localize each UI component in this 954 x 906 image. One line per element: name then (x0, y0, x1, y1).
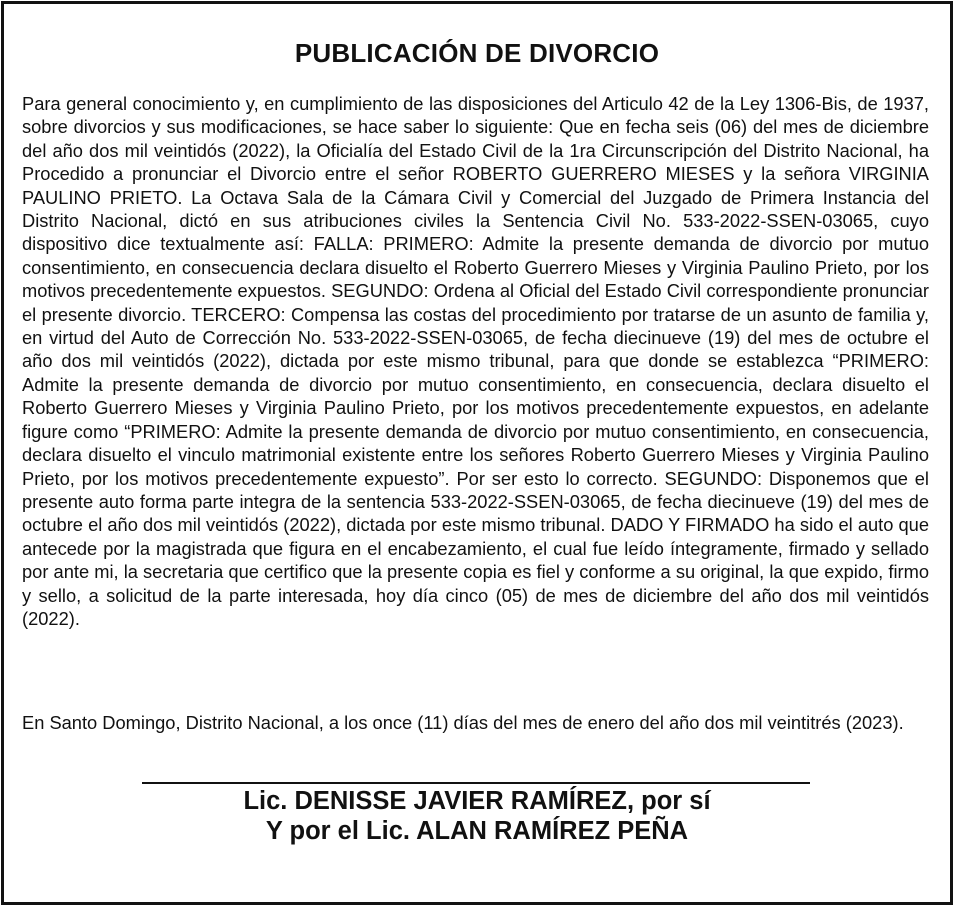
notice-closing-paragraph: En Santo Domingo, Distrito Nacional, a los once (11) días del mes de enero del año dos mil veintitrés (2023). (22, 712, 904, 733)
notice-body-paragraph: Para general conocimiento y, en cumplimiento de las disposiciones del Articulo 42 de la Ley 1306-Bis, de 1937, sobre divorcios y sus modificaciones, se hace saber lo siguiente: Que en fecha seis (06) del mes de diciembre del año dos mil veintidós (2022), la Oficialía del Estado Civil de la 1ra Circunscripción del Distrito Nacional, ha Procedido a pronunciar el Divorcio entre el señor ROBERTO GUERRERO MIESES y la señora VIRGINIA PAULINO PRIETO. La Octava Sala de la Cámara Civil y Comercial del Juzgado de Primera Instancia del Distrito Nacional, dictó en sus atribuciones civiles la Sentencia Civil No. 533-2022-SSEN-03065, cuyo dispositivo dice textualmente así: FALLA: PRIMERO: Admite la presente demanda de divorcio por mutuo consentimiento, en consecuencia declara disuelto el Roberto Guerrero Mieses y Virginia Paulino Prieto, por los motivos precedentemente expuestos. SEGUNDO: Ordena al Oficial del Estado Civil correspondiente pronunciar el presente divorcio. TERCERO: Compensa las costas del procedimiento por tratarse de un asunto de familia y, en virtud del Auto de Corrección No. 533-2022-SSEN-03065, de fecha diecinueve (19) del mes de octubre el año dos mil veintidós (2022), dictada por este mismo tribunal, para que donde se establezca “PRIMERO: Admite la presente demanda de divorcio por mutuo consentimiento, en consecuencia, declara disuelto el Roberto Guerrero Mieses y Virginia Paulino Prieto, por los motivos precedentemente expuestos, en adelante figure como “PRIMERO: Admite la presente demanda de divorcio por mutuo consentimiento, en consecuencia, declara disuelto el vinculo matrimonial existente entre los señores Roberto Guerrero Mieses y Virginia Paulino Prieto, por los motivos precedentemente expuesto”. Por ser esto lo correcto. SEGUNDO: Disponemos que el presente auto forma parte integra de la sentencia 533-2022-SSEN-03065, de fecha diecinueve (19) del mes de octubre el año dos mil veintidós (2022), dictada por este mismo tribunal. DADO Y FIRMADO ha sido el auto que antecede por la magistrada que figura en el encabezamiento, el cual fue leído íntegramente, firmado y sellado por ante mi, la secretaria que certifico que la presente copia es fiel y conforme a su original, la que expido, firmo y sello, a solicitud de la parte interesada, hoy día cinco (05) de mes de diciembre del año dos mil veintidós (2022). (22, 93, 929, 629)
signature-line-1: Lic. DENISSE JAVIER RAMÍREZ, por sí (243, 787, 711, 815)
signature-block (4, 786, 950, 846)
notice-title: PUBLICACIÓN DE DIVORCIO (294, 38, 660, 68)
signature-line (142, 782, 810, 784)
signature-line-2: Y por el Lic. ALAN RAMÍREZ PEÑA (265, 817, 689, 845)
divorce-notice (1, 1, 953, 905)
